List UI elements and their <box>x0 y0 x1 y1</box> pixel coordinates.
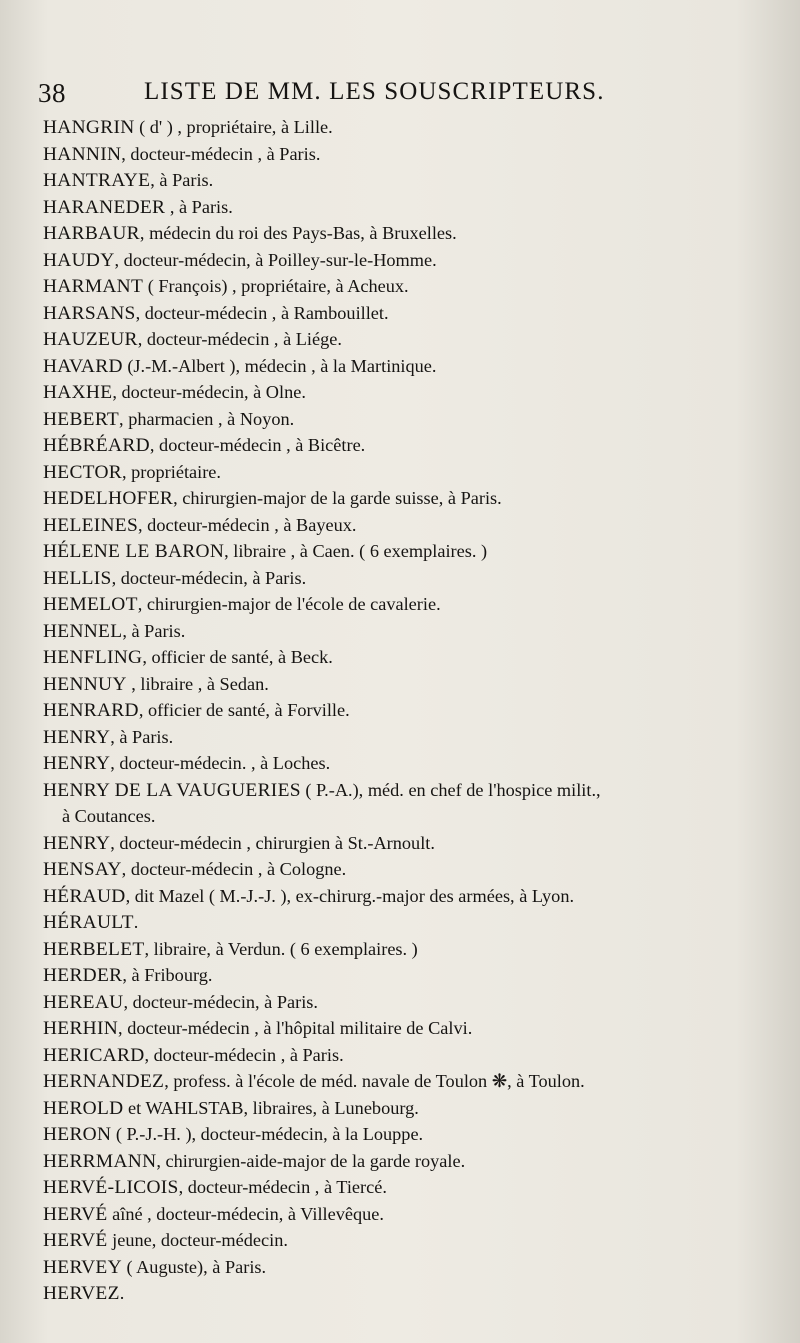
running-title: LISTE DE MM. LES SOUSCRIPTEURS. <box>144 78 605 105</box>
page-number: 38 <box>38 78 66 108</box>
subscriber-name: HENRY <box>43 832 111 854</box>
list-item <box>43 883 782 910</box>
list-item <box>43 644 782 671</box>
subscriber-name: HENNEL <box>43 620 123 642</box>
subscriber-details: , médecin du roi des Pays-Bas, à Bruxelles. <box>139 223 457 243</box>
subscriber-name: HERVÉ <box>43 1230 108 1251</box>
subscriber-name: HANTRAYE <box>43 170 151 191</box>
list-item <box>43 379 782 406</box>
subscriber-details: . <box>133 912 139 932</box>
list-item <box>43 1201 782 1228</box>
list-item <box>43 697 782 724</box>
subscriber-details: , docteur-médecin , à Tiercé. <box>178 1177 387 1197</box>
subscriber-name: HERRMANN <box>43 1150 157 1172</box>
list-item <box>43 750 782 777</box>
list-item <box>43 459 782 486</box>
subscriber-details: , libraire , à Caen. ( 6 exemplaires. ) <box>224 541 488 561</box>
subscriber-name: HARSANS <box>43 302 136 324</box>
page-header <box>38 74 780 114</box>
list-item <box>43 141 782 168</box>
subscriber-details: , docteur-médecin. , à Loches. <box>110 753 331 773</box>
subscriber-details: , à Fribourg. <box>122 965 213 985</box>
subscriber-details: ( P.-J.-H. ), docteur-médecin, à la Louppe. <box>111 1124 424 1144</box>
subscriber-name: HERVEY <box>43 1256 122 1278</box>
subscriber-name: HENFLING <box>43 647 143 668</box>
list-item <box>43 247 782 274</box>
subscriber-name: HENRY <box>43 726 111 748</box>
subscriber-name: HERVEZ <box>43 1283 120 1304</box>
list-item <box>43 1015 782 1042</box>
list-item <box>43 300 782 327</box>
subscriber-name: HANNIN <box>43 143 122 165</box>
subscriber-details: , à Paris. <box>122 620 186 641</box>
subscriber-name: HAUDY <box>43 249 115 271</box>
subscriber-details: ( François) , propriétaire, à Acheux. <box>143 276 409 296</box>
subscriber-details: . <box>119 1283 125 1303</box>
list-item <box>43 591 782 618</box>
subscriber-name: HENRY DE LA VAUGUERIES <box>43 779 301 801</box>
list-item <box>43 856 782 883</box>
subscriber-name: HARBAUR <box>43 223 140 244</box>
subscriber-name: HELLIS <box>43 567 112 589</box>
subscriber-name: HEDELHOFER <box>43 488 174 509</box>
subscriber-name: HECTOR <box>43 461 123 483</box>
list-item <box>43 1121 782 1148</box>
subscriber-name: HERVÉ <box>43 1203 108 1225</box>
list-item <box>43 167 782 194</box>
subscriber-name: HELEINES <box>43 514 139 536</box>
subscriber-details: , propriétaire. <box>122 461 221 482</box>
list-item <box>43 194 782 221</box>
list-item <box>43 989 782 1016</box>
subscriber-name: HEMELOT <box>43 594 138 615</box>
subscriber-name: HEBERT <box>43 408 120 430</box>
list-item <box>43 538 782 565</box>
subscriber-details: , à Paris. <box>165 196 233 217</box>
list-item <box>43 618 782 645</box>
list-item <box>43 432 782 459</box>
list-item <box>43 724 782 751</box>
list-item <box>43 1227 782 1254</box>
subscriber-details: jeune, docteur-médecin. <box>107 1230 288 1250</box>
subscriber-name: HEROLD <box>43 1097 124 1119</box>
subscriber-details: , libraire, à Verdun. ( 6 exemplaires. ) <box>144 938 418 959</box>
list-item <box>43 1068 782 1095</box>
subscriber-name: HERBELET <box>43 938 145 960</box>
subscriber-name: HÉRAUD <box>43 885 126 907</box>
subscriber-details: , docteur-médecin, à Paris. <box>123 991 318 1012</box>
subscriber-name: HERHIN <box>43 1018 119 1039</box>
subscriber-details: , docteur-médecin , à Cologne. <box>121 859 347 879</box>
list-item <box>43 512 782 539</box>
list-item-continuation <box>43 803 782 830</box>
subscriber-name: HENRARD <box>43 700 139 721</box>
subscriber-details: , docteur-médecin , à l'hôpital militaire de Calvi. <box>118 1018 473 1038</box>
subscriber-name: HÉLENE LE BARON <box>43 541 225 562</box>
list-item <box>43 909 782 936</box>
subscriber-details: , docteur-médecin , à Rambouillet. <box>135 302 389 323</box>
subscriber-details: , à Paris. <box>110 726 174 747</box>
subscriber-details: ( Auguste), à Paris. <box>121 1256 267 1277</box>
subscriber-details: , chirurgien-aide-major de la garde royale. <box>156 1150 466 1171</box>
subscriber-name: HENNUY <box>43 673 127 695</box>
subscriber-details: , docteur-médecin , à Bicêtre. <box>149 435 366 455</box>
subscriber-list <box>43 114 782 1307</box>
subscriber-name: HAVARD <box>43 355 123 377</box>
subscriber-name: HARANEDER <box>43 196 166 218</box>
list-item <box>43 1148 782 1175</box>
list-item <box>43 273 782 300</box>
subscriber-name: HAUZEUR <box>43 329 138 350</box>
subscriber-name: HÉBRÉARD <box>43 435 150 456</box>
subscriber-name: HENSAY <box>43 859 122 880</box>
subscriber-details: , dit Mazel ( M.-J.-J. ), ex-chirurg.-major des armées, à Lyon. <box>125 885 575 906</box>
list-item <box>43 777 782 804</box>
subscriber-details: (J.-M.-Albert ), médecin , à la Martinique. <box>122 355 437 376</box>
subscriber-name: HAXHE <box>43 382 113 403</box>
list-item <box>43 962 782 989</box>
subscriber-details: , docteur-médecin, à Olne. <box>112 382 306 402</box>
list-item <box>43 220 782 247</box>
subscriber-name: HENRY <box>43 753 111 774</box>
subscriber-details: , officier de santé, à Beck. <box>142 647 333 667</box>
subscriber-name: HERVÉ-LICOIS <box>43 1177 179 1198</box>
list-item <box>43 114 782 141</box>
subscriber-name: HÉRAULT <box>43 912 134 933</box>
subscriber-details: , chirurgien-major de la garde suisse, à Paris. <box>173 488 502 508</box>
subscriber-details: , docteur-médecin , à Liége. <box>137 329 342 349</box>
subscriber-details: et WAHLSTAB, libraires, à Lunebourg. <box>123 1097 419 1118</box>
subscriber-name: HANGRIN <box>43 117 135 138</box>
subscriber-details: aîné , docteur-médecin, à Villevêque. <box>107 1203 384 1224</box>
subscriber-details: ( d' ) , propriétaire, à Lille. <box>134 117 333 137</box>
subscriber-name: HARMANT <box>43 276 144 297</box>
subscriber-details: , pharmacien , à Noyon. <box>119 408 295 429</box>
subscriber-name: HERICARD <box>43 1044 145 1066</box>
subscriber-details: , docteur-médecin , à Bayeux. <box>138 514 357 535</box>
subscriber-name: HEREAU <box>43 991 124 1013</box>
subscriber-details: , chirurgien-major de l'école de cavalerie. <box>137 594 441 614</box>
list-item <box>43 936 782 963</box>
subscriber-details: ( P.-A.), méd. en chef de l'hospice milit., <box>300 779 601 800</box>
subscriber-details: , docteur-médecin, à Paris. <box>111 567 307 588</box>
list-item <box>43 1254 782 1281</box>
list-item <box>43 1174 782 1201</box>
subscriber-details: , profess. à l'école de méd. navale de Toulon ❋, à Toulon. <box>164 1071 585 1091</box>
list-item <box>43 353 782 380</box>
list-item <box>43 1042 782 1069</box>
subscriber-details: , libraire , à Sedan. <box>126 673 269 694</box>
list-item <box>43 406 782 433</box>
subscriber-details: , docteur-médecin, à Poilley-sur-le-Homme. <box>114 249 437 270</box>
list-item <box>43 485 782 512</box>
list-item <box>43 830 782 857</box>
list-item <box>43 1095 782 1122</box>
subscriber-name: HERON <box>43 1124 112 1145</box>
list-item <box>43 671 782 698</box>
list-item <box>43 565 782 592</box>
subscriber-details: , à Paris. <box>150 170 214 190</box>
subscriber-details: à Coutances. <box>62 806 156 826</box>
subscriber-name: HERDER <box>43 965 123 986</box>
subscriber-details: , docteur-médecin , chirurgien à St.-Arnoult. <box>110 832 435 853</box>
list-item <box>43 326 782 353</box>
subscriber-details: , officier de santé, à Forville. <box>138 700 350 720</box>
subscriber-name: HERNANDEZ <box>43 1071 165 1092</box>
list-item <box>43 1280 782 1307</box>
subscriber-details: , docteur-médecin , à Paris. <box>121 143 321 164</box>
subscriber-details: , docteur-médecin , à Paris. <box>144 1044 344 1065</box>
